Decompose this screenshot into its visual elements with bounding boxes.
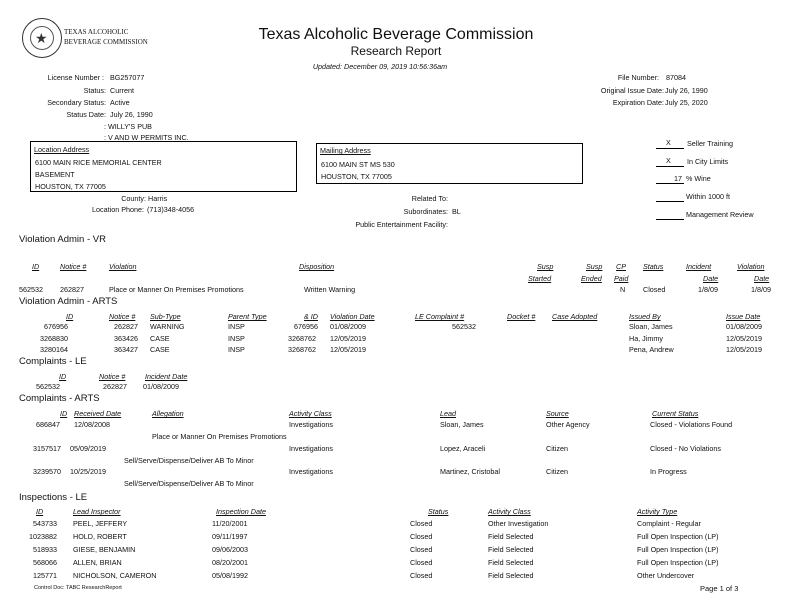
cell: 09/11/1997 <box>212 532 248 541</box>
cell: CASE <box>150 345 170 354</box>
cell: Closed <box>410 558 433 567</box>
col-id: ID <box>66 312 74 321</box>
section-violation-arts: Violation Admin - ARTS <box>19 296 118 307</box>
expiration-value: July 25, 2020 <box>665 98 708 107</box>
check-label: % Wine <box>686 174 711 183</box>
status-label: Status: <box>83 86 106 95</box>
check-mark: 17 <box>674 174 682 183</box>
original-issue-value: July 26, 1990 <box>665 86 708 95</box>
cell: GIESE, BENJAMIN <box>73 545 136 554</box>
col-violation-date-1: Violation <box>737 262 765 271</box>
col-susp-started-1: Susp <box>537 262 554 271</box>
cell: 262827 <box>60 285 84 294</box>
cell: 01/08/2009 <box>726 322 762 331</box>
location-line-3: HOUSTON, TX 77005 <box>35 182 106 191</box>
cell: Field Selected <box>488 545 534 554</box>
cell: 09/06/2003 <box>212 545 248 554</box>
cell: Closed - Violations Found <box>650 420 733 429</box>
cell: 08/20/2001 <box>212 558 248 567</box>
cell: PEEL, JEFFERY <box>73 519 128 528</box>
cell: 11/20/2001 <box>212 519 248 528</box>
col-violation-date-2: Date <box>754 274 770 283</box>
secondary-status-value: Active <box>110 98 130 107</box>
cell: ALLEN, BRIAN <box>73 558 122 567</box>
cell: 12/05/2019 <box>726 334 762 343</box>
check-mark: X <box>666 138 671 147</box>
col-id: ID <box>36 507 44 516</box>
cell: Written Warning <box>304 285 356 294</box>
col-violation: Violation <box>109 262 137 271</box>
cell: INSP <box>228 345 245 354</box>
cell: 12/05/2019 <box>330 345 366 354</box>
col-notice: Notice # <box>60 262 87 271</box>
cell: Place or Manner On Premises Promotions <box>109 285 244 294</box>
agency-seal-icon: ★ <box>22 18 62 58</box>
col-sub-type: Sub-Type <box>150 312 181 321</box>
col-inspection-date: Inspection Date <box>216 507 266 516</box>
secondary-status-label: Secondary Status: <box>47 98 106 107</box>
section-complaints-le: Complaints - LE <box>19 356 87 367</box>
page-title: Texas Alcoholic Beverage Commission <box>258 26 534 43</box>
cell: 562532 <box>19 285 43 294</box>
cell: CASE <box>150 334 170 343</box>
cell: Closed - No Violations <box>650 444 721 453</box>
cell: Other Undercover <box>637 571 695 580</box>
cell: 562532 <box>452 322 476 331</box>
public-entertainment-label: Public Entertainment Facility: <box>355 220 448 229</box>
cell: Closed <box>643 285 666 294</box>
col-incident-date: Incident Date <box>145 372 188 381</box>
cell: 3268762 <box>288 345 316 354</box>
cell: NICHOLSON, CAMERON <box>73 571 157 580</box>
updated-timestamp: Updated: December 09, 2019 10:56:36am <box>312 62 448 71</box>
cell: 676956 <box>294 322 318 331</box>
check-mark: X <box>666 156 671 165</box>
cell: Pena, Andrew <box>629 345 674 354</box>
cell: INSP <box>228 334 245 343</box>
cell: Sloan, James <box>440 420 484 429</box>
cell: Place or Manner On Premises Promotions <box>152 432 287 441</box>
cell: Field Selected <box>488 558 534 567</box>
check-label: Within 1000 ft <box>686 192 730 201</box>
col-violation-date: Violation Date <box>330 312 375 321</box>
section-inspections-le: Inspections - LE <box>19 492 88 503</box>
related-to-label: Related To: <box>411 194 448 203</box>
mailing-address-title: Mailing Address <box>320 146 371 155</box>
cell: Closed <box>410 545 433 554</box>
cell: 562532 <box>36 382 60 391</box>
cell: 12/05/2019 <box>330 334 366 343</box>
location-address-title: Location Address <box>34 145 90 154</box>
cell: 1/8/09 <box>698 285 718 294</box>
original-issue-label: Original Issue Date: <box>600 86 664 95</box>
cell: Martinez, Cristobal <box>440 467 500 476</box>
page-subtitle: Research Report <box>350 44 442 58</box>
col-id: ID <box>59 372 67 381</box>
cell: 01/08/2009 <box>330 322 366 331</box>
cell: Sell/Serve/Dispense/Deliver AB To Minor <box>124 456 254 465</box>
cell: 01/08/2009 <box>143 382 179 391</box>
cell: 125771 <box>33 571 57 580</box>
col-activity-class: Activity Class <box>289 409 332 418</box>
status-date-value: July 26, 1990 <box>110 110 153 119</box>
cell: Investigations <box>289 467 333 476</box>
cell: Ha, Jimmy <box>629 334 663 343</box>
section-complaints-arts: Complaints - ARTS <box>19 393 100 404</box>
cell: 1/8/09 <box>751 285 771 294</box>
mailing-line-1: 6100 MAIN ST MS 530 <box>321 160 395 169</box>
col-incident-1: Incident <box>686 262 712 271</box>
cell: Sell/Serve/Dispense/Deliver AB To Minor <box>124 479 254 488</box>
cell: 05/08/1992 <box>212 571 248 580</box>
location-phone-value: (713)348-4056 <box>147 205 195 214</box>
expiration-label: Expiration Date: <box>612 98 664 107</box>
cell: 3157517 <box>33 444 61 453</box>
col-le-complaint: LE Complaint # <box>415 312 465 321</box>
cell: 10/25/2019 <box>70 467 106 476</box>
cell: 1023882 <box>29 532 57 541</box>
trade-name: : WILLY'S PUB <box>104 122 152 131</box>
cell: 568066 <box>33 558 57 567</box>
col-status: Status <box>643 262 664 271</box>
check-label: Seller Training <box>687 139 733 148</box>
col-disposition: Disposition <box>299 262 335 271</box>
col-notice: Notice # <box>109 312 136 321</box>
col-notice: Notice # <box>99 372 126 381</box>
col-activity-class: Activity Class <box>488 507 531 516</box>
license-number: BG257077 <box>110 73 145 82</box>
col-source: Source <box>546 409 569 418</box>
file-number-label: File Number: <box>617 73 659 82</box>
cell: Closed <box>410 532 433 541</box>
cell: 12/08/2008 <box>74 420 110 429</box>
col-susp-started-2: Started <box>528 274 552 283</box>
cell: 3268830 <box>40 334 68 343</box>
cell: INSP <box>228 322 245 331</box>
col-id: ID <box>32 262 40 271</box>
cell: 3280164 <box>40 345 68 354</box>
cell: Citizen <box>546 467 568 476</box>
check-label: Management Review <box>686 210 754 219</box>
cell: 262827 <box>103 382 127 391</box>
subordinates-value: BL <box>452 207 461 216</box>
cell: 686847 <box>36 420 60 429</box>
cell: Other Investigation <box>488 519 549 528</box>
cell: Investigations <box>289 444 333 453</box>
mailing-line-2: HOUSTON, TX 77005 <box>321 172 392 181</box>
col-parent-type: Parent Type <box>228 312 267 321</box>
col-allegation: Allegation <box>152 409 184 418</box>
col-cp-1: CP <box>616 262 626 271</box>
cell: 363427 <box>114 345 138 354</box>
col-susp-ended-1: Susp <box>586 262 603 271</box>
license-number-label: License Number : <box>47 73 104 82</box>
county-label: County: <box>121 194 146 203</box>
col-activity-type: Activity Type <box>637 507 678 516</box>
subordinates-label: Subordinates: <box>403 207 448 216</box>
col-lead-inspector: Lead Inspector <box>73 507 121 516</box>
cell: Field Selected <box>488 571 534 580</box>
cell: Field Selected <box>488 532 534 541</box>
section-violation-vr: Violation Admin - VR <box>19 234 106 245</box>
cell: 262827 <box>114 322 138 331</box>
cell: Complaint - Regular <box>637 519 701 528</box>
cell: 12/05/2019 <box>726 345 762 354</box>
cell: HOLD, ROBERT <box>73 532 127 541</box>
logo-line-1: TEXAS ALCOHOLIC <box>64 28 129 36</box>
col-id: ID <box>60 409 68 418</box>
logo-line-2: BEVERAGE COMMISSION <box>64 38 148 46</box>
location-line-2: BASEMENT <box>35 170 75 179</box>
cell: Citizen <box>546 444 568 453</box>
col-case-adopted: Case Adopted <box>552 312 598 321</box>
col-lead: Lead <box>440 409 456 418</box>
page-number: Page 1 of 3 <box>700 584 739 593</box>
col-current-status: Current Status <box>652 409 699 418</box>
col-susp-ended-2: Ended <box>581 274 602 283</box>
col-issue-date: Issue Date <box>726 312 761 321</box>
check-label: In City Limits <box>687 157 729 166</box>
col-issued-by: Issued By <box>629 312 661 321</box>
status-value: Current <box>110 86 134 95</box>
cell: Closed <box>410 519 433 528</box>
county-value: Harris <box>148 194 168 203</box>
cell: Closed <box>410 571 433 580</box>
cell: Sloan, James <box>629 322 673 331</box>
footer-control-doc: Control Doc: TABC ResearchReport <box>34 585 122 591</box>
col-docket: Docket # <box>507 312 536 321</box>
cell: WARNING <box>150 322 185 331</box>
file-number: 87084 <box>666 73 686 82</box>
cell: 676956 <box>44 322 68 331</box>
cell: 05/09/2019 <box>70 444 106 453</box>
cell: 3239570 <box>33 467 61 476</box>
cell: 543733 <box>33 519 57 528</box>
cell: N <box>620 285 626 294</box>
cell: In Progress <box>650 467 687 476</box>
cell: Investigations <box>289 420 333 429</box>
cell: 3268762 <box>288 334 316 343</box>
col-status: Status <box>428 507 449 516</box>
cell: Other Agency <box>546 420 590 429</box>
cell: Lopez, Araceli <box>440 444 486 453</box>
owner-name: : V AND W PERMITS INC. <box>104 133 189 142</box>
cell: Full Open Inspection (LP) <box>637 545 719 554</box>
col-cp-2: Paid <box>614 274 629 283</box>
col-received-date: Received Date <box>74 409 122 418</box>
status-date-label: Status Date: <box>66 110 106 119</box>
cell: 363426 <box>114 334 138 343</box>
location-phone-label: Location Phone: <box>92 205 144 214</box>
cell: Full Open Inspection (LP) <box>637 558 719 567</box>
cell: 518933 <box>33 545 57 554</box>
location-line-1: 6100 MAIN RICE MEMORIAL CENTER <box>35 158 162 167</box>
col-incident-2: Date <box>703 274 719 283</box>
cell: Full Open Inspection (LP) <box>637 532 719 541</box>
col-and-id: & ID <box>304 312 318 321</box>
